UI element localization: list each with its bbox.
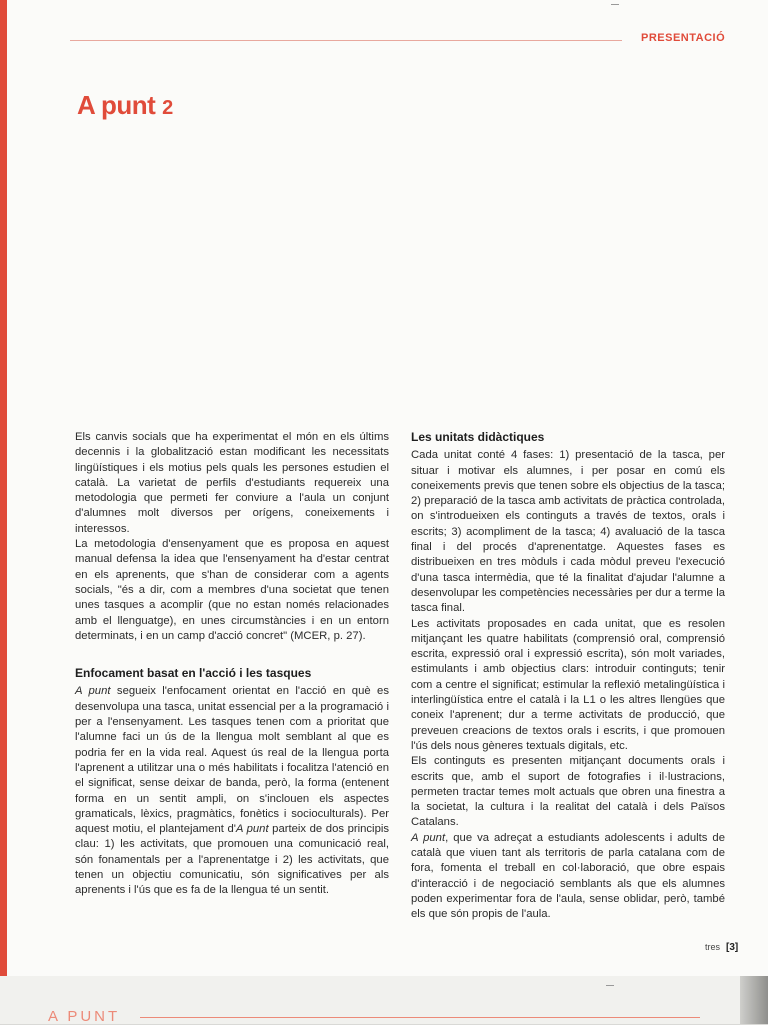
crop-mark <box>611 4 619 5</box>
enfocament-text: segueix l'enfocament orientat en l'acció en què es desenvolupa una tasca, unitat essencial per a la programació i per a l'ensenyament. Les tasques tenen com a prioritat que l'alumne faci un ús de la llengua molt semblant al que es podria fer en la vida real. Aquest ús real de la llengua porta l'aprenent a utilitzar una o més habilitats i focalitza l'atenció en el significat, sense deixar de banda, però, la forma (entenent forma en un sentit ampli, on s'inclouen els aspectes gramaticals, lèxics, pragmàtics, fonètics i socioculturals). Per aquest motiu, el plantejament d' <box>75 685 389 836</box>
page-shadow <box>740 976 768 1024</box>
enfocament-text-end: parteix de dos principis clau: 1) les activitats, que promouen una comunicació real, són fonamentals per a l'aprenentatge i 2) les activitats, que tenen un objectiu comunicatiu, són significatives per als aprenents i l'ús que es fa de la llengua té un sentit. <box>75 823 390 897</box>
page-title <box>77 90 173 121</box>
intro-paragraph-1: Els canvis socials que ha experimentat el món en els últims decennis i la globalització estan modificant les necessitats lingüístiques i els motius pels quals les persones estudien el català. La varietat de perfils d'estudiants requereix una metodologia que permeti fer conviure a l'aula un conjunt d'alumnes molt diversos per orígens, coneixements i interessos. <box>75 431 389 535</box>
book-title-italic: A punt <box>75 685 111 698</box>
book-title-italic: A punt <box>235 823 269 836</box>
header-rule <box>70 40 622 41</box>
next-page-rule <box>140 1017 700 1018</box>
title-number: 2 <box>162 97 173 119</box>
section-heading-enfocament: Enfocament basat en l'acció i les tasques <box>75 666 312 681</box>
page-number-digit: [3] <box>726 942 739 953</box>
page-number-word: tres <box>705 942 721 952</box>
crop-mark <box>606 985 614 986</box>
unitats-paragraph-2: Les activitats proposades en cada unitat, que es resolen mitjançant les quatre habilitats (comprensió oral, comprensió escrita, expressió oral i expressió escrita), són molt variades, estimulants i amb objectius clars: introduir continguts; tenir com a centre el significat; estimular la reflexió metalingüística i interlingüística entre el català i la L1 o les altres llengües que coneix l'aprenent; dur a terme activitats de producció, que preveuen creacions de textos orals i escrits, i que promouen l'ús dels nous gèneres textuals digitals, etc. <box>411 617 725 752</box>
intro-paragraph-2: La metodologia d'ensenyament que es proposa en aquest manual defensa la idea que l'ensenyament ha d'estar centrat en els aprenents, que s'han de considerar com a agents socials, "és a dir, com a membres d'una societat que tenen unes tasques a acomplir (que no estan només relacionades amb el llenguatge), en unes circumstàncies i en un entorn determinats, i en un camp d'acció concret" (MCER, p. 27). <box>75 538 389 642</box>
book-title-italic: A punt <box>411 831 446 844</box>
enfocament-paragraph <box>75 684 389 898</box>
unitats-paragraph-4 <box>411 831 725 923</box>
right-column <box>411 430 725 923</box>
left-column <box>75 430 389 899</box>
next-page-label: A PUNT <box>48 1008 121 1025</box>
title-text: A punt <box>77 90 156 120</box>
section-label: PRESENTACIÓ <box>641 32 726 44</box>
section-heading-unitats: Les unitats didàctiques <box>411 430 545 444</box>
unitats-paragraph-3: Els continguts es presenten mitjançant documents orals i escrits que, amb el suport de fotografies i il·lustracions, permeten tractar temes molt actuals que obren una finestra a la societat, la cultura i la realitat del català i dels Països Catalans. <box>411 755 725 829</box>
page-number <box>705 942 738 953</box>
unitats-paragraph-1: Cada unitat conté 4 fases: 1) presentació de la tasca, per situar i motivar els alumnes, i per posar en comú els coneixements previs que tenen sobre els objectius de la tasca; 2) preparació de la tasca amb activitats de pràctica controlada, on s'introdueixen els continguts a través de textos, orals i escrits; 3) acompliment de la tasca; 4) avaluació de la tasca final i del procés d'aprenentatge. Aquestes fases es distribueixen en tres mòduls i cada mòdul preveu l'execució d'una tasca intermèdia, que té la finalitat d'ajudar l'alumne a desenvolupar les competències necessàries per dur a terme la tasca final. <box>411 449 725 615</box>
unitats-text-4: , que va adreçat a estudiants adolescents i adults de català que viuen tant als territoris de parla catalana com de fora, fomenta el treball en col·laboració, que obre espais d'interacció i de negociació semblants als que els alumnes poden experimentar fora de l'aula, sense oblidar, però, també els que són propis de l'aula. <box>411 831 725 921</box>
